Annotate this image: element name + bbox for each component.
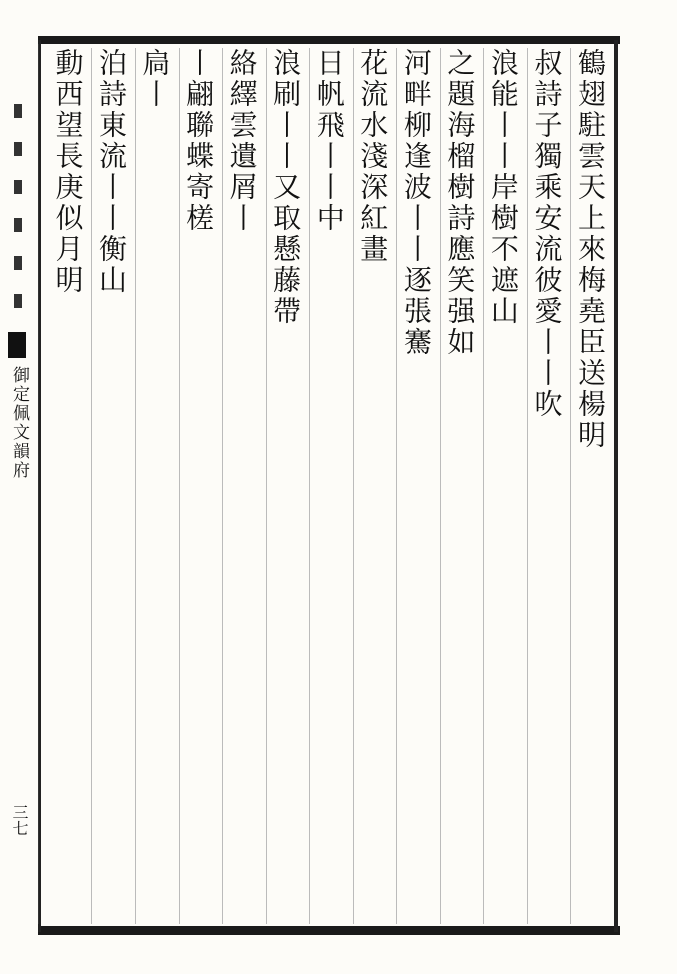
bottom-border-rule: [38, 926, 620, 935]
text-column-8: 浪刷丨丨又取懸藤帶: [266, 48, 310, 924]
text-column-12: 泊詩東流丨丨衡山: [91, 48, 135, 924]
text-column-4: 之題海榴樹詩應笑强如: [440, 48, 484, 924]
text-column-3: 浪能丨丨岸樹不遮山: [483, 48, 527, 924]
margin-black-block: [8, 332, 26, 358]
text-column-6: 花流水淺深紅畫: [353, 48, 397, 924]
book-title: 御定佩文韻府: [9, 366, 29, 480]
text-column-13: 動西望長庚似月明: [51, 48, 85, 296]
right-border-rule: [614, 40, 618, 932]
text-column-2: 叔詩子獨乘安流彼愛丨丨吹: [527, 48, 571, 924]
text-column-1: 鶴翅駐雲天上來梅堯臣送楊明: [570, 48, 614, 924]
text-column-10: 丨翩聯蝶寄槎: [179, 48, 223, 924]
top-border-rule: [38, 36, 620, 44]
text-column-11: 扃丨: [135, 48, 179, 924]
text-column-7: 日帆飛丨丨中: [309, 48, 353, 924]
text-column-9: 絡繹雲遺屑丨: [222, 48, 266, 924]
text-columns: [48, 48, 614, 924]
page-margin: [0, 44, 39, 924]
text-column-5: 河畔柳逢波丨丨逐張騫: [396, 48, 440, 924]
margin-fishtail-mark: [14, 104, 22, 314]
folio-number: 三七: [10, 804, 29, 836]
